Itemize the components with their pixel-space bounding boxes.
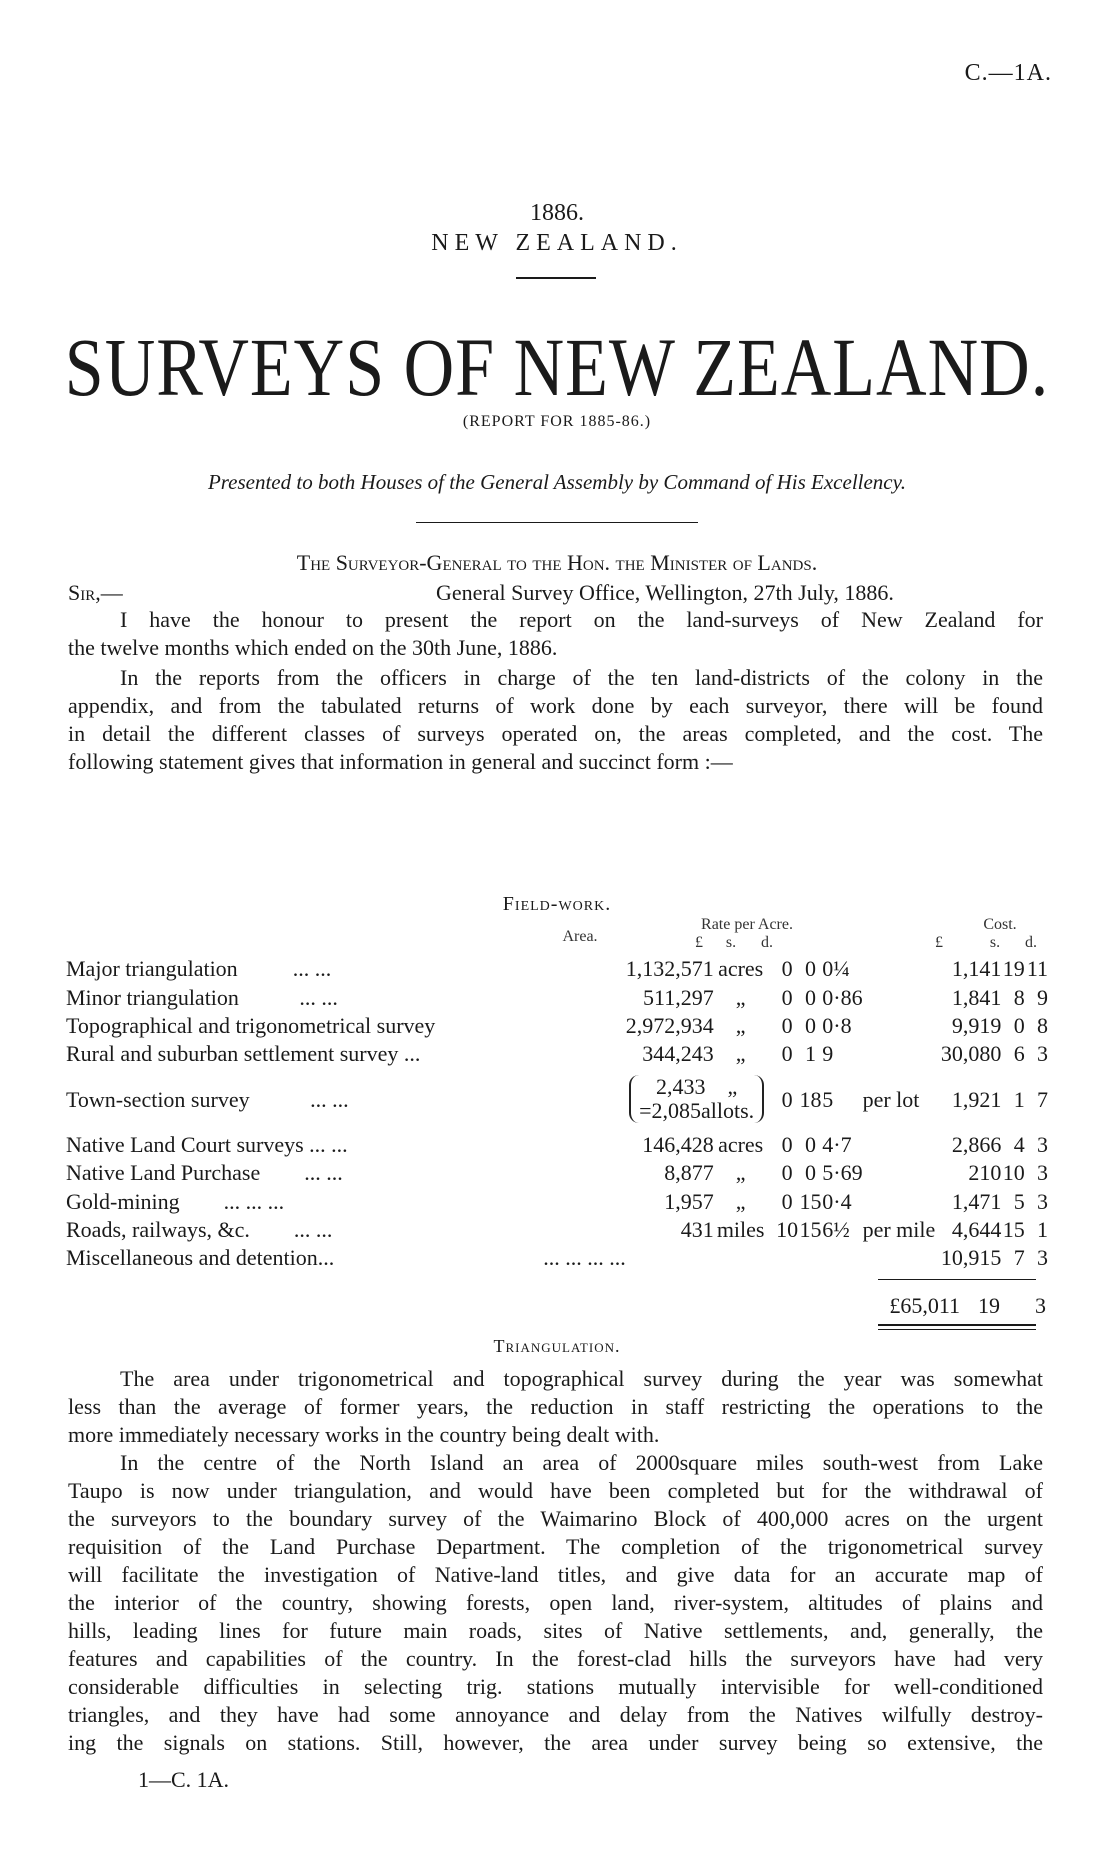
area-value: 431 xyxy=(680,1216,714,1242)
cost-shillings: 0 xyxy=(1013,1012,1025,1038)
text-line: The area under trigonometrical and topographical survey during the year was somewhat xyxy=(120,1366,1043,1391)
area-unit: „ xyxy=(735,1188,746,1214)
text-line: the surveyors to the boundary survey of the Waimarino Block of 400,000 acres on the urgent xyxy=(68,1506,1043,1531)
cost-shillings: 4 xyxy=(1013,1131,1025,1157)
cost-pounds: 4,644 xyxy=(951,1216,1002,1242)
office-date-line: General Survey Office, Wellington, 27th July, 1886. xyxy=(436,580,894,605)
lot-brace: 2,433 „ =2,085allots. xyxy=(629,1075,764,1123)
rate-pence: 4·7 xyxy=(822,1131,852,1157)
survey-type: Gold-mining ... ... ... xyxy=(66,1188,285,1214)
survey-type: Minor triangulation ... ... xyxy=(66,984,338,1010)
total-rule-top xyxy=(878,1279,1036,1280)
cost-shillings: 1 xyxy=(1013,1086,1025,1112)
rate-pence: 5 xyxy=(822,1086,834,1112)
rate-pence: 6½ xyxy=(822,1216,850,1242)
rate-pence-header: d. xyxy=(761,934,773,951)
table-row xyxy=(66,1187,1048,1215)
area-value: 8,877 xyxy=(664,1160,714,1186)
text-line: requisition of the Land Purchase Department. The completion of the trigonometrical survey xyxy=(68,1534,1043,1559)
document-title: SURVEYS OF NEW ZEALAND. xyxy=(64,323,1050,415)
area-value: 511,297 xyxy=(643,984,714,1010)
survey-type: Roads, railways, &c. ... ... xyxy=(66,1216,333,1242)
cost-pounds: 1,141 xyxy=(951,956,1002,982)
rate-note xyxy=(863,1159,939,1187)
text-line: the twelve months which ended on the 30th June, 1886. xyxy=(68,635,558,660)
area-value: 146,428 xyxy=(642,1131,714,1157)
rate-note xyxy=(768,1131,776,1159)
cost-shillings: 15 xyxy=(1002,1216,1025,1242)
rate-note xyxy=(768,1187,776,1215)
total-rule-bottom-2 xyxy=(878,1329,1036,1330)
cost-pence: 3 xyxy=(1037,1160,1048,1186)
rate-note xyxy=(863,983,939,1011)
text-line: ing the signals on stations. Still, however, the area under survey being so extensive, the xyxy=(68,1730,1043,1755)
rate-pence: 0·86 xyxy=(822,984,863,1010)
cost-shillings: 5 xyxy=(1013,1188,1025,1214)
cost-shilling-header: s. xyxy=(989,934,1001,951)
rate-note xyxy=(768,1069,776,1131)
area-column-header: Area. xyxy=(562,928,598,945)
cost-pound-header: £ xyxy=(935,934,943,951)
rate-pounds: 0 xyxy=(781,1131,793,1157)
table-row xyxy=(66,1069,1048,1131)
rate-note xyxy=(863,1244,939,1272)
area-unit: miles xyxy=(716,1216,765,1242)
text-line: I have the honour to present the report on the land-surveys of New Zealand for xyxy=(120,607,1043,632)
area-value xyxy=(626,1069,768,1131)
area-value: 344,243 xyxy=(642,1041,714,1067)
area-value: 1,957 xyxy=(664,1188,714,1214)
cost-pence: 3 xyxy=(1037,1245,1048,1271)
rate-note xyxy=(768,1012,776,1040)
cost-shillings: 19 xyxy=(1002,956,1025,982)
rate-shillings: 15 xyxy=(799,1216,822,1242)
cost-pounds: 10,915 xyxy=(940,1245,1002,1271)
survey-type: Major triangulation ... ... xyxy=(66,956,332,982)
rate-pounds xyxy=(775,1244,798,1272)
cost-pounds: 1,921 xyxy=(951,1086,1002,1112)
cost-shillings: 7 xyxy=(1013,1245,1025,1271)
rate-note xyxy=(768,1244,776,1272)
rate-note: per lot xyxy=(862,1086,920,1112)
area-value: 2,972,934 xyxy=(625,1012,714,1038)
table-row xyxy=(66,1244,1048,1272)
rate-pounds: 0 xyxy=(781,956,793,982)
triangulation-heading: Triangulation. xyxy=(493,1336,621,1356)
rate-shillings: 1 xyxy=(805,1041,817,1067)
table-row xyxy=(66,1159,1048,1187)
text-line: features and capabilities of the country. In the forest-clad hills the surveyors have had very xyxy=(68,1646,1043,1671)
rate-note xyxy=(768,1040,776,1068)
area-unit: „ xyxy=(735,1041,746,1067)
rate-pence: 0¼ xyxy=(822,956,850,982)
rate-shillings xyxy=(799,1244,822,1272)
cost-shillings: 8 xyxy=(1013,984,1025,1010)
rate-note xyxy=(768,1159,776,1187)
rate-pounds: 0 xyxy=(781,1086,793,1112)
letter-paragraph-2 xyxy=(68,664,1043,776)
rate-pence: 9 xyxy=(822,1041,834,1067)
presented-divider xyxy=(416,522,698,523)
table-row xyxy=(66,1216,1048,1244)
rate-pence: 0·4 xyxy=(822,1188,852,1214)
rate-pounds: 0 xyxy=(781,1041,793,1067)
text-line: following statement gives that information in general and succinct form :— xyxy=(68,749,733,774)
page-reference: C.—1A. xyxy=(964,60,1052,86)
text-line: will facilitate the investigation of Native-land titles, and give data for an accurate map of xyxy=(68,1562,1043,1587)
country-heading: NEW ZEALAND. xyxy=(431,230,683,256)
table-row xyxy=(66,983,1048,1011)
rate-shillings: 0 xyxy=(805,984,817,1010)
total-rule-bottom-1 xyxy=(878,1324,1036,1326)
area-unit: acres xyxy=(718,1131,764,1157)
cost-pounds: 9,919 xyxy=(951,1012,1002,1038)
survey-type: Miscellaneous and detention... ... ... ... ... xyxy=(66,1245,626,1271)
cost-pounds: 30,080 xyxy=(940,1041,1002,1067)
text-line: considerable difficulties in selecting trig. stations mutually intervisible for well-conditioned xyxy=(68,1674,1043,1699)
rate-pounds: 10 xyxy=(776,1216,799,1242)
area-unit: „ xyxy=(735,1012,746,1038)
rate-note xyxy=(768,983,776,1011)
rate-pound-header: £ xyxy=(695,934,703,951)
rate-note xyxy=(863,1040,939,1068)
text-line: hills, leading lines for future main roads, sites of Native settlements, and, generally, the xyxy=(68,1618,1043,1643)
cost-shillings: 10 xyxy=(1002,1160,1025,1186)
table-row xyxy=(66,1012,1048,1040)
rate-shillings: 0 xyxy=(805,1012,817,1038)
rate-note: per mile xyxy=(862,1216,936,1242)
rate-note xyxy=(863,1187,939,1215)
rate-pence: 0·8 xyxy=(822,1012,852,1038)
presented-line: Presented to both Houses of the General Assembly by Command of His Excellency. xyxy=(207,470,907,494)
cost-pence: 11 xyxy=(1026,956,1048,982)
text-line: triangles, and they have had some annoyance and delay from the Natives wilfully destroy- xyxy=(68,1702,1043,1727)
table-row xyxy=(66,955,1048,983)
cost-pence: 3 xyxy=(1037,1188,1048,1214)
area-unit: „ xyxy=(735,984,746,1010)
text-line: In the centre of the North Island an area of 2000square miles south-west from Lake xyxy=(120,1450,1043,1475)
survey-type: Native Land Purchase ... ... xyxy=(66,1160,343,1186)
total-cost-pounds: £65,011 xyxy=(889,1293,960,1318)
page-signature: 1—C. 1A. xyxy=(138,1767,230,1792)
cost-pence: 3 xyxy=(1037,1131,1048,1157)
text-line: Taupo is now under triangulation, and would have been completed but for the withdrawal of xyxy=(68,1478,1043,1503)
rate-shilling-header: s. xyxy=(725,934,737,951)
cost-pence: 1 xyxy=(1037,1216,1048,1242)
cost-pence: 8 xyxy=(1037,1012,1048,1038)
text-line: in detail the different classes of surveys operated on, the areas completed, and the cost. The xyxy=(68,721,1043,746)
cost-pence: 3 xyxy=(1037,1041,1048,1067)
table-row xyxy=(66,1040,1048,1068)
rate-note xyxy=(768,1216,776,1244)
text-line: more immediately necessary works in the country being dealt with. xyxy=(68,1422,660,1447)
triangulation-paragraph-1 xyxy=(68,1365,1043,1449)
survey-type: Topographical and trigonometrical survey xyxy=(66,1012,436,1038)
cost-pence-header: d. xyxy=(1025,934,1037,951)
rate-shillings: 15 xyxy=(799,1188,822,1214)
salutation: Sir,— xyxy=(68,580,123,605)
rate-pence xyxy=(822,1244,862,1272)
cost-pounds: 210 xyxy=(968,1160,1002,1186)
rate-note xyxy=(768,955,776,983)
text-line: In the reports from the officers in charge of the ten land-districts of the colony in the xyxy=(120,665,1043,690)
rate-pounds: 0 xyxy=(781,1012,793,1038)
table-row xyxy=(66,1131,1048,1159)
title-divider xyxy=(516,277,596,279)
rate-shillings: 0 xyxy=(805,1131,817,1157)
rate-pounds: 0 xyxy=(781,984,793,1010)
rate-note xyxy=(863,1131,939,1159)
rate-note xyxy=(863,955,939,983)
text-line: the interior of the country, showing forests, open land, river-system, altitudes of plains and xyxy=(68,1590,1043,1615)
rate-shillings: 18 xyxy=(799,1086,822,1112)
text-line: appendix, and from the tabulated returns of work done by each surveyor, there will be found xyxy=(68,693,1043,718)
rate-column-header: Rate per Acre. xyxy=(701,916,793,933)
rate-note xyxy=(863,1012,939,1040)
field-work-table xyxy=(66,955,1048,1273)
triangulation-paragraph-2 xyxy=(68,1449,1043,1757)
area-value: 1,132,571 xyxy=(625,956,714,982)
rate-pounds: 0 xyxy=(781,1160,793,1186)
text-line: less than the average of former years, the reduction in staff restricting the operations to the xyxy=(68,1394,1043,1419)
letter-paragraph-1 xyxy=(68,606,1043,662)
total-cost-shillings: 19 xyxy=(978,1293,1000,1318)
document-subtitle: (REPORT FOR 1885-86.) xyxy=(462,413,652,430)
cost-pounds: 1,471 xyxy=(951,1188,1002,1214)
rate-shillings: 0 xyxy=(805,956,817,982)
rate-shillings: 0 xyxy=(805,1160,817,1186)
total-cost-pence: 3 xyxy=(1035,1293,1046,1318)
cost-shillings: 6 xyxy=(1013,1041,1025,1067)
cost-pence: 7 xyxy=(1037,1086,1048,1112)
cost-column-header: Cost. xyxy=(983,916,1017,933)
rate-pence: 5·69 xyxy=(822,1160,863,1186)
survey-type: Rural and suburban settlement survey ... xyxy=(66,1041,421,1067)
area-value xyxy=(626,1244,714,1272)
field-work-heading: Field-work. xyxy=(502,893,612,915)
cost-pounds: 2,866 xyxy=(951,1131,1002,1157)
area-unit: „ xyxy=(735,1160,746,1186)
rate-pounds: 0 xyxy=(781,1188,793,1214)
letter-heading: The Surveyor-General to the Hon. the Minister of Lands. xyxy=(296,550,818,575)
survey-type: Native Land Court surveys ... ... xyxy=(66,1131,348,1157)
cost-pence: 9 xyxy=(1037,984,1048,1010)
cost-pounds: 1,841 xyxy=(951,984,1002,1010)
area-unit xyxy=(714,1244,768,1272)
report-year: 1886. xyxy=(530,200,584,226)
area-unit: acres xyxy=(718,956,764,982)
survey-type: Town-section survey ... ... xyxy=(66,1086,349,1112)
